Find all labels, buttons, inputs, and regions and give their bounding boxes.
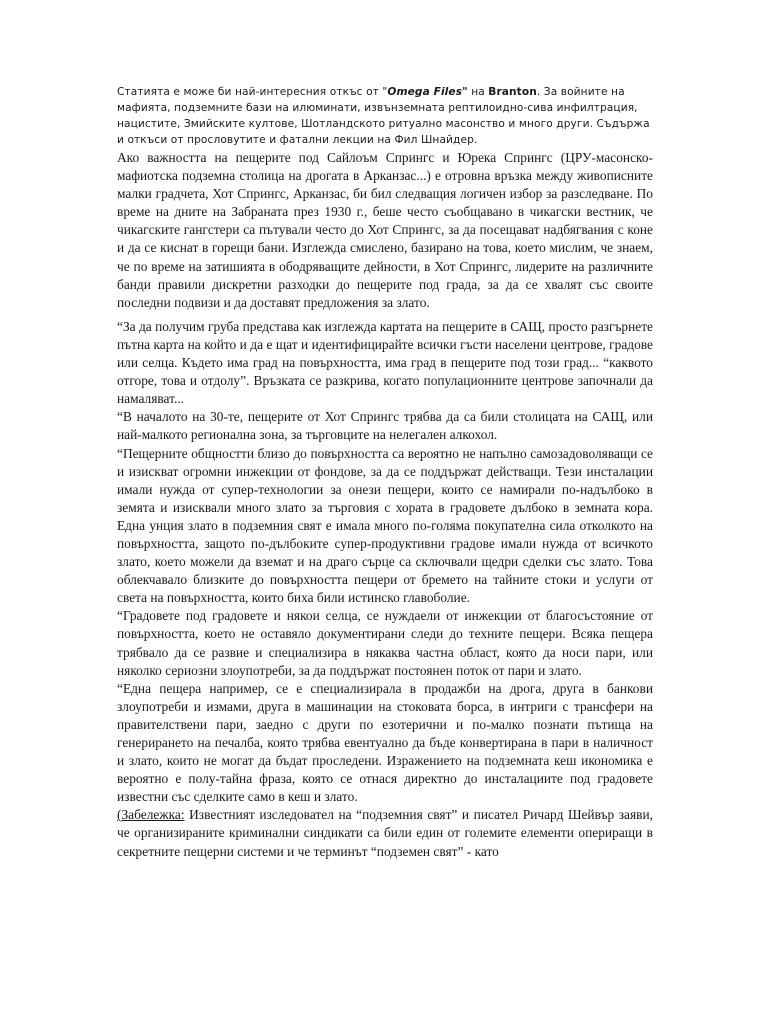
branton-author: Branton — [488, 86, 537, 98]
paragraph-2: “За да получим груба представа как изглежда картата на пещерите в САЩ, просто разгърнете пътна карта на който и да е щат и идентифицирайте всички гъсти населени центрове, градове или селца. Където има град на повърхността, има град в пещерите под този град... “каквото отгоре, това и отдолу”. Връзката се разкрива, когато популационните центрове започнали да намаляват... — [117, 318, 653, 407]
paragraph-6: “Една пещера например, се е специализирала в продажби на дрога, друга в банкови злоупотреби и измами, друга в машинации на стоковата борса, в интриги с трансфери на правителствени пари, заедно с други по езотерични и по-малко познати пътища на генерирането на печалба, която трябва евентуално да бъде конвертирана в пари в наличност и злато, които не могат да бъдат проследени. Изражението на подземната кеш икономика е вероятно е полу-тайна фраза, която се отнася директно до инсталациите под градовете известни със сделките само в кеш и злато. — [117, 680, 653, 805]
paragraph-4: “Пещерните общностти близо до повърхността са вероятно не напълно самозадоволяващи се и изискват огромни инжекции от фондове, за да се поддържат действащи. Тези инсталации имали нужда от супер-технологии за онези пещери, които се намирали по-надълбоко в земята и изисквали много злато за търговия с хората в градовете дълбоко в земната кора. Една унция злато в подземния свят е имала много по-голяма покупателна сила отколкото на повърхността, защото по-дълбоките супер-продуктивни градове имали нужда от всичкото злато, което можели да вземат и на драго сърце са сключвали щедри сделки със злато. Това облекчавало близките до повърхността пещери от бремето на тайните стоки и услуги от света на повърхността, които биха били истинско главоболие. — [117, 445, 653, 606]
intro-note — [117, 84, 653, 148]
intro-text-start: Статията е може би най-интересния откъс от " — [117, 86, 388, 98]
intro-text-on: на — [467, 86, 489, 98]
note-text: Известният изследовател на “подземния свят” и писател Ричард Шейвър заяви, че организираните криминални синдикати са били един от големите елементи опериращи в секретните пещерни системи и че терминът “подземен свят” - като — [117, 807, 653, 859]
paragraph-3: “В началото на 30-те, пещерите от Хот Спрингс трябва да са били столицата на САЩ, или най-малкото регионална зона, за търговците на нелегален алкохол. — [117, 409, 653, 443]
paragraph-5: “Градовете под градовете и някои селца, се нуждаели от инжекции от благосъстояние от повърхността, което не оставяло документирани следи до техните пещери. Всяка пещера трябвало да се развие и специализира в някаква частна област, която да носи пари, или няколко сериозни злоупотреби, за да поддържат постоянен поток от пари и злато. — [117, 608, 653, 678]
document-page — [117, 84, 653, 861]
note-label: Забележка: — [121, 807, 185, 823]
intro-quote-close: " — [462, 86, 468, 98]
omega-files-title: Omega Files — [387, 86, 463, 98]
article-body — [117, 149, 653, 861]
paragraph-1: Ако важността на пещерите под Сайлоъм Спрингс и Юрека Спрингс (ЦРУ-масонско-мафиотска подземна столица на дрогата в Арканзас...) е отровна връзка между живописните малки градчета, Хот Спрингс, Арканзас, би бил следващия логичен избор за разследване. По време на дните на Забраната през 1930 г., беше често съобщавано в чикагски вестник, че чикагските гангстери са пътували често до Хот Спрингс, за да посещават надбягвания с коне и да се киснат в горещи бани. Изглежда смислено, базирано на това, което мислим, че знаем, че по време на затишията в ободряващите дейности, в Хот Спрингс, лидерите на различните банди правили дискретни разходки до пещерите под града, за да се хвалят със своите последни подвизи и да доставят предложения за злато. — [117, 150, 653, 310]
note-paragraph — [117, 806, 653, 860]
intro-text-end: . За войните на мафията, подземните бази на илюминати, извънземната рептилоидно-сива инфилтрация, нацистите, Змийските култове, Шотландското ритуално масонство и много други. Съдържа и откъси от прословутите и фатални лекции на Фил Шнайдер. — [117, 86, 650, 146]
note-open: ( — [117, 807, 122, 823]
